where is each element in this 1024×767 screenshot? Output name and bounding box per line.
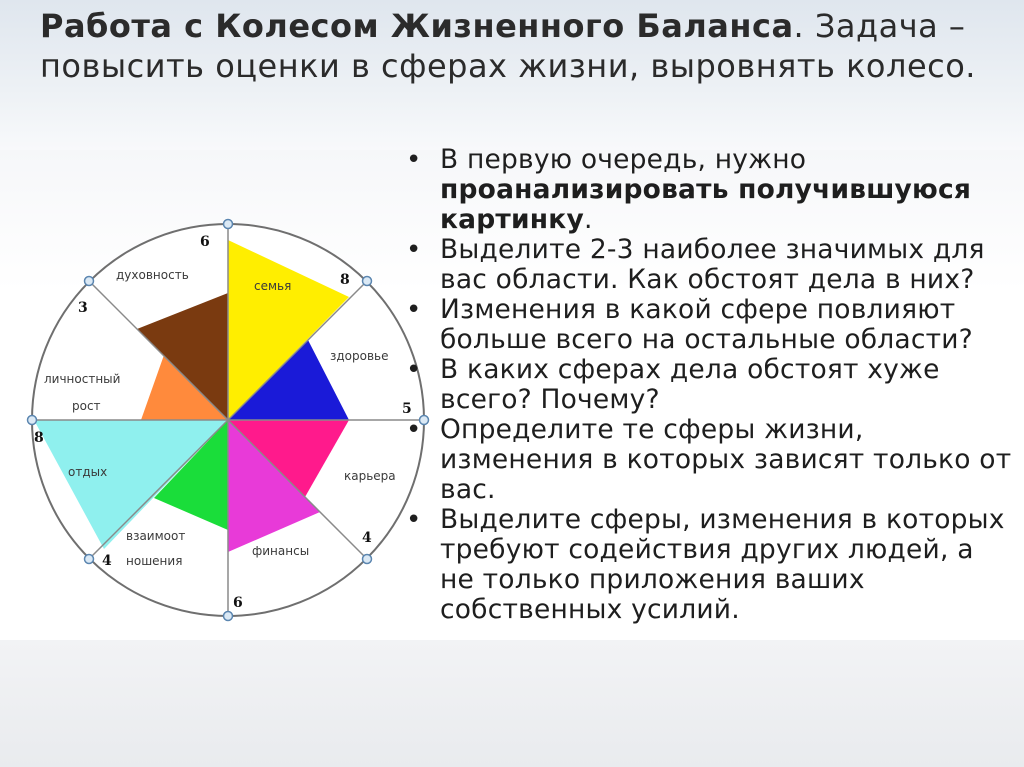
score-health: 5 [402,401,412,417]
bullet-text: Определите те сферы жизни, изменения в которых зависят только от вас. [440,414,1012,505]
label-rest: отдых [68,465,108,479]
slide-title-bold: Работа с Колесом Жизненного Баланса [40,7,794,45]
label-finance: финансы [252,544,310,558]
label-growth-line1: личностный [44,372,121,386]
label-relations-line1: взаимоот [126,529,186,543]
bullet-item [400,145,1015,235]
score-relations: 4 [102,553,112,569]
bullet-item [400,295,1015,355]
score-rest: 8 [34,430,44,446]
bullet-dot-icon: • [406,505,422,535]
bullet-item [400,505,1015,625]
bullet-dot-icon: • [406,295,422,325]
label-family: семья [254,279,292,293]
bullet-list [400,145,1015,625]
slide-title [40,6,1000,86]
bullet-text-after: . [583,204,593,235]
bullet-dot-icon: • [406,355,422,385]
life-balance-wheel [24,210,444,630]
bullet-item [400,355,1015,415]
bullet-text: Выделите 2-3 наиболее значимых для вас области. Как обстоят дела в них? [440,234,985,295]
label-relations-line2: ношения [126,554,183,568]
bullet-item [400,235,1015,295]
bullet-bold-text: проанализировать получившуюся картинку [440,174,972,235]
score-family: 8 [340,272,350,288]
label-spirituality: духовность [116,268,189,282]
label-growth-line2: рост [72,399,101,413]
bullet-text: В первую очередь, нужно [440,144,807,175]
bullet-text: В каких сферах дела обстоят хуже всего? Почему? [440,354,940,415]
bullet-dot-icon: • [406,145,422,175]
score-top: 6 [200,234,210,250]
score-bottom: 6 [233,595,243,611]
bullet-item [400,415,1015,505]
label-career: карьера [344,469,396,483]
bullet-text: Изменения в какой сфере повлияют больше всего на остальные области? [440,294,973,355]
slide-title-rest: . Задача – повысить оценки в сферах жизни, выровнять колесо. [40,7,976,85]
bullet-text: Выделите сферы, изменения в которых требуют содействия других людей, а не только приложения ваших собственных усилий. [440,504,1005,625]
footer-background [0,640,1024,767]
label-health: здоровье [330,349,389,363]
score-spirituality: 3 [78,300,88,316]
bullet-dot-icon: • [406,235,422,265]
score-career: 4 [362,530,372,546]
bullet-dot-icon: • [406,415,422,445]
